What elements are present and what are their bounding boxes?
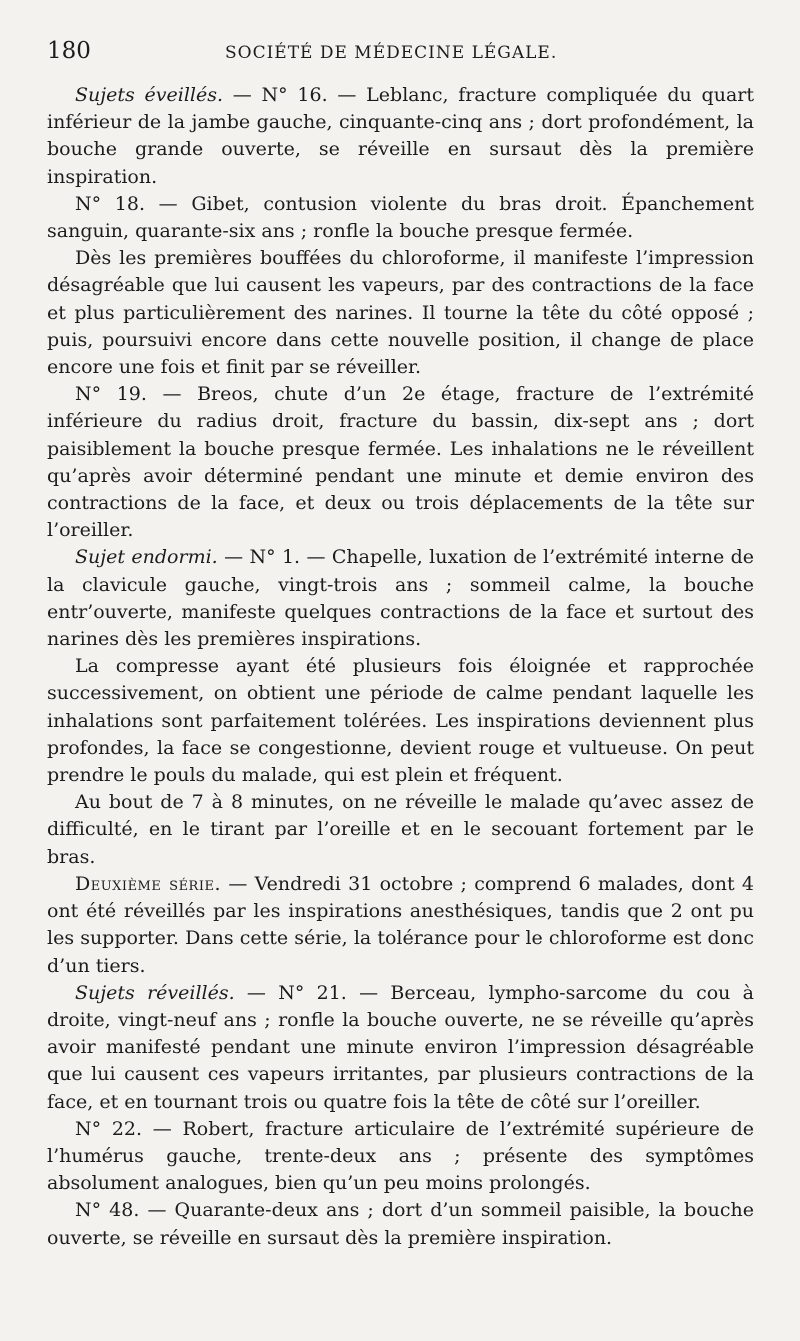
paragraph-text: N° 19. — Breos, chute d’un 2e étage, fracture de l’extrémité inférieure du radius droit, fracture du bassin, dix-sept ans ; dort paisiblement la bouche presque fermée. Les inhalations ne le réveillent qu’après avoir déterminé pendant une minute et demie environ des contractions de la face, et deux ou trois déplacements de la tête sur l’oreiller.: [47, 383, 754, 542]
paragraph-text: Dès les premières bouffées du chloroforme, il manifeste l’impression désagréable que lui causent les vapeurs, par des contractions de la face et plus particulièrement des narines. Il tourne la tête du côté opposé ; puis, poursuivi encore dans cette nouvelle position, il change de place encore une fois et finit par se réveiller.: [47, 247, 754, 379]
paragraph-text: — N° 21. — Berceau, lympho-sarcome du cou à droite, vingt-neuf ans ; ronfle la bouche ouverte, ne se réveille qu’après avoir manifesté pendant une minute environ l’impression désagréable que lui causent ces vapeurs irritantes, par plusieurs contractions de la face, et en tournant trois ou quatre fois la tête de côté sur l’oreiller.: [47, 981, 754, 1113]
paragraph-text: N° 22. — Robert, fracture articulaire de l’extrémité supérieure de l’humérus gauche, trente-deux ans ; présente des symptômes absolument analogues, bien qu’un peu moins prolongés.: [47, 1117, 754, 1195]
paragraph-text: La compresse ayant été plusieurs fois éloignée et rapprochée successivement, on obtient une période de calme pendant laquelle les inhalations sont parfaitement tolérées. Les inspirations deviennent plus profondes, la face se congestionne, devient rouge et vultueuse. On peut prendre le pouls du malade, qui est plein et fréquent.: [47, 655, 754, 787]
paragraph: [47, 789, 754, 871]
paragraph-lead: Sujets réveillés.: [75, 981, 235, 1004]
paragraph-lead: Sujet endormi.: [75, 546, 218, 569]
page-number: 180: [47, 38, 91, 64]
paragraph: [47, 1197, 754, 1251]
paragraph-text: N° 18. — Gibet, contusion violente du bras droit. Épanchement sanguin, quarante-six ans ; ronfle la bouche presque fermée.: [47, 192, 754, 243]
paragraph: [47, 381, 754, 544]
paragraph-text: — N° 16. — Leblanc, fracture compliquée du quart inférieur de la jambe gauche, cinquante-cinq ans ; dort profondément, la bouche grande ouverte, se réveille en sursaut dès la première inspiration.: [47, 84, 754, 188]
paragraph-text: N° 48. — Quarante-deux ans ; dort d’un sommeil paisible, la bouche ouverte, se réveille en sursaut dès la première inspiration.: [47, 1199, 754, 1249]
paragraph: [47, 82, 754, 191]
body-text: [47, 82, 754, 1252]
paragraph: [47, 544, 754, 653]
paragraph-text: — N° 1. — Chapelle, luxation de l’extrémité interne de la clavicule gauche, vingt-trois ans ; sommeil calme, la bouche entr’ouverte, manifeste quelques contractions de la face et surtout des narines dès les premières inspirations.: [47, 546, 754, 651]
paragraph: [47, 871, 754, 980]
paragraph: [47, 1116, 754, 1198]
paragraph-lead: Deuxième série.: [75, 872, 222, 895]
paragraph: [47, 980, 754, 1116]
running-head: SOCIÉTÉ DE MÉDECINE LÉGALE.: [225, 43, 558, 63]
paragraph: [47, 245, 754, 381]
paragraph: [47, 653, 754, 789]
paragraph-text: Au bout de 7 à 8 minutes, on ne réveille le malade qu’avec assez de difficulté, en le tirant par l’oreille et en le secouant fortement par le bras.: [47, 791, 754, 868]
paragraph-text: — Vendredi 31 octobre ; comprend 6 malades, dont 4 ont été réveillés par les inspirations anesthésiques, tandis que 2 ont pu les supporter. Dans cette série, la tolérance pour le chloroforme est donc d’un tiers.: [47, 872, 754, 977]
paragraph-lead: Sujets éveillés.: [75, 84, 224, 106]
paragraph: [47, 191, 754, 245]
page-header: [47, 38, 754, 78]
